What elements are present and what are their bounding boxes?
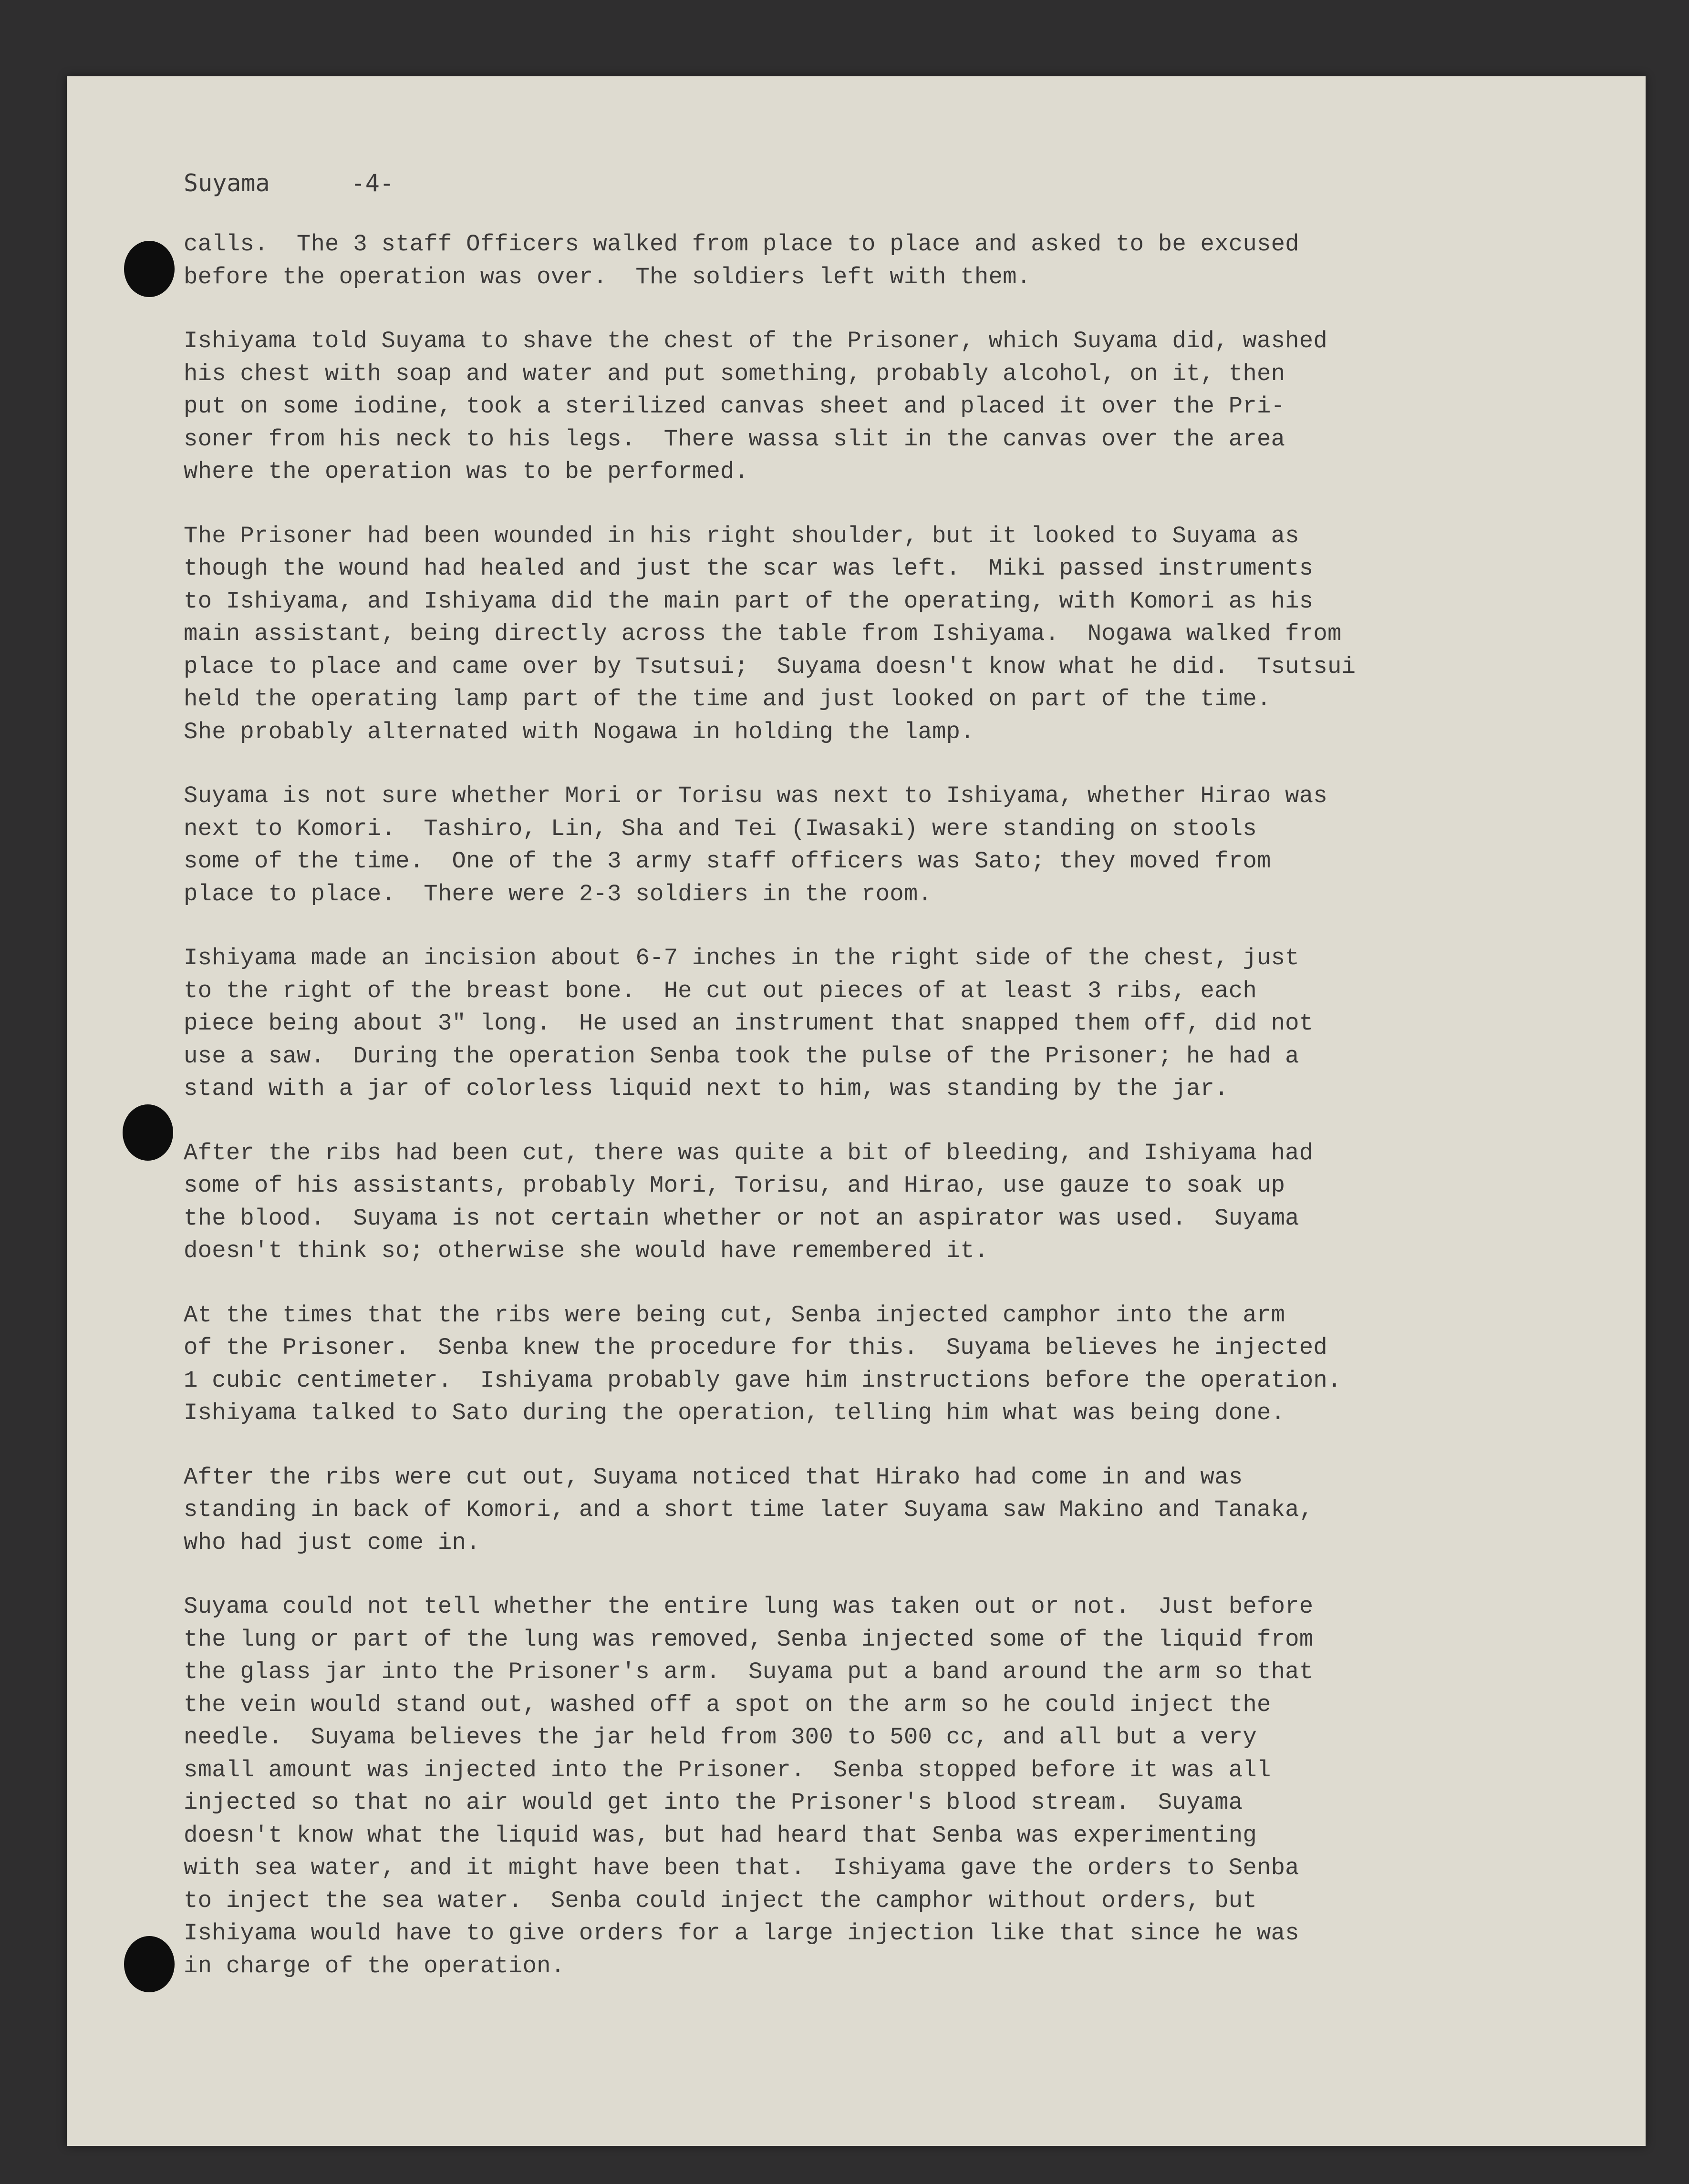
paragraph-2: Ishiyama told Suyama to shave the chest of the Prisoner, which Suyama did, washed his chest with soap and water and put something, probably alcohol, on it, then put on some iodine, took a sterilized canvas sheet and placed it over the Pri- soner from his neck to his legs. There wassa slit in the canvas over the area where the operation was to be performed. bbox=[184, 328, 1327, 485]
document-body bbox=[184, 228, 1596, 1982]
paragraph-5: Ishiyama made an incision about 6-7 inches in the right side of the chest, just to the right of the breast bone. He cut out pieces of at least 3 ribs, each piece being about 3" long. He used an instrument that snapped them off, did not use a saw. During the operation Senba took the pulse of the Prisoner; he had a stand with a jar of colorless liquid next to him, was standing by the jar. bbox=[184, 945, 1314, 1102]
punch-hole-middle bbox=[123, 1104, 173, 1161]
paragraph-9: Suyama could not tell whether the entire lung was taken out or not. Just before the lung or part of the lung was removed, Senba injected some of the liquid from the glass jar into the Prisoner's arm. Suyama put a band around the arm so that the vein would stand out, washed off a spot on the arm so he could inject the needle. Suyama believes the jar held from 300 to 500 cc, and all but a very small amount was injected into the Prisoner. Senba stopped before it was all injected so that no air would get into the Prisoner's blood stream. Suyama doesn't know what the liquid was, but had heard that Senba was experimenting with sea water, and it might have been that. Ishiyama gave the orders to Senba to inject the sea water. Senba could inject the camphor without orders, but Ishiyama would have to give orders for a large injection like that since he was in charge of the operation. bbox=[184, 1593, 1314, 1979]
punch-hole-bottom bbox=[124, 1936, 175, 1992]
page-header bbox=[184, 169, 394, 197]
paragraph-1: calls. The 3 staff Officers walked from place to place and asked to be excused before the operation was over. The soldiers left with them. bbox=[184, 231, 1299, 290]
paragraph-6: After the ribs had been cut, there was quite a bit of bleeding, and Ishiyama had some of his assistants, probably Mori, Torisu, and Hirao, use gauze to soak up the blood. Suyama is not certain whether or not an aspirator was used. Suyama doesn't think so; otherwise she would have remembered it. bbox=[184, 1139, 1314, 1264]
paragraph-3: The Prisoner had been wounded in his right shoulder, but it looked to Suyama as though the wound had healed and just the scar was left. Miki passed instruments to Ishiyama, and Ishiyama did the main part of the operating, with Komori as his main assistant, being directly across the table from Ishiyama. Nogawa walked from place to place and came over by Tsutsui; Suyama doesn't know what he did. Tsutsui held the operating lamp part of the time and just looked on part of the time. She probably alternated with Nogawa in holding the lamp. bbox=[184, 522, 1356, 745]
header-name: Suyama bbox=[184, 169, 270, 197]
page-number: -4- bbox=[351, 169, 394, 197]
paragraph-4: Suyama is not sure whether Mori or Torisu was next to Ishiyama, whether Hirao was next to Komori. Tashiro, Lin, Sha and Tei (Iwasaki) were standing on stools some of the time. One of the 3 army staff officers was Sato; they moved from place to place. There were 2-3 soldiers in the room. bbox=[184, 783, 1327, 907]
punch-hole-top bbox=[124, 241, 175, 297]
paragraph-7: At the times that the ribs were being cut, Senba injected camphor into the arm of the Prisoner. Senba knew the procedure for this. Suyama believes he injected 1 cubic centimeter. Ishiyama probably gave him instructions before the operation. Ishiyama talked to Sato during the operation, telling him what was being done. bbox=[184, 1301, 1342, 1426]
paragraph-8: After the ribs were cut out, Suyama noticed that Hirako had come in and was standing in back of Komori, and a short time later Suyama saw Makino and Tanaka, who had just come in. bbox=[184, 1463, 1314, 1556]
